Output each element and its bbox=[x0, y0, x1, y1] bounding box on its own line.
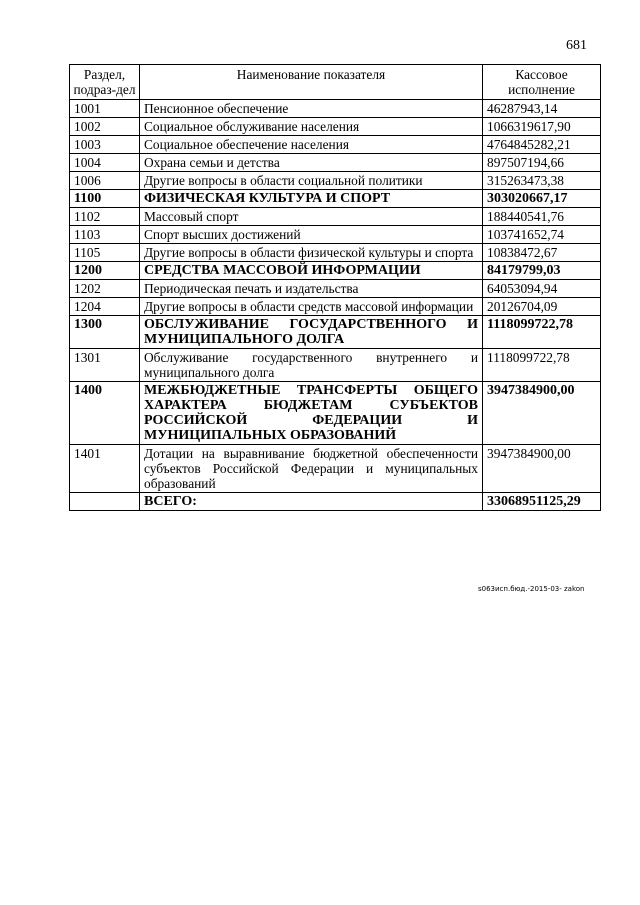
row-amount: 897507194,66 bbox=[483, 154, 601, 172]
row-amount: 20126704,09 bbox=[483, 298, 601, 316]
row-name: Массовый спорт bbox=[140, 208, 483, 226]
row-name: Другие вопросы в области средств массовой информации bbox=[140, 298, 483, 316]
table-row bbox=[70, 382, 601, 445]
row-amount: 64053094,94 bbox=[483, 280, 601, 298]
row-amount: 1066319617,90 bbox=[483, 118, 601, 136]
page-number: 681 bbox=[566, 38, 587, 53]
row-code: 1006 bbox=[70, 172, 140, 190]
row-amount: 3947384900,00 bbox=[483, 445, 601, 493]
row-code: 1100 bbox=[70, 190, 140, 208]
row-code: 1105 bbox=[70, 244, 140, 262]
budget-execution-table bbox=[69, 64, 601, 511]
table-row bbox=[70, 445, 601, 493]
table-row bbox=[70, 316, 601, 349]
table-row bbox=[70, 208, 601, 226]
row-name: Социальное обслуживание населения bbox=[140, 118, 483, 136]
row-code: 1004 bbox=[70, 154, 140, 172]
table-body bbox=[70, 100, 601, 511]
row-name: ФИЗИЧЕСКАЯ КУЛЬТУРА И СПОРТ bbox=[140, 190, 483, 208]
header-name: Наименование показателя bbox=[140, 65, 483, 100]
row-name: Охрана семьи и детства bbox=[140, 154, 483, 172]
row-amount: 1118099722,78 bbox=[483, 349, 601, 382]
row-amount: 1118099722,78 bbox=[483, 316, 601, 349]
row-amount: 303020667,17 bbox=[483, 190, 601, 208]
row-code: 1102 bbox=[70, 208, 140, 226]
row-name: Социальное обеспечение населения bbox=[140, 136, 483, 154]
table-row bbox=[70, 100, 601, 118]
table-row bbox=[70, 226, 601, 244]
row-code: 1300 bbox=[70, 316, 140, 349]
row-name: МЕЖБЮДЖЕТНЫЕ ТРАНСФЕРТЫ ОБЩЕГО ХАРАКТЕРА БЮДЖЕТАМ СУБЪЕКТОВ РОССИЙСКОЙ ФЕДЕРАЦИИ И МУНИЦИПАЛЬНЫХ ОБРАЗОВАНИЙ bbox=[140, 382, 483, 445]
row-code: 1301 bbox=[70, 349, 140, 382]
row-amount: 10838472,67 bbox=[483, 244, 601, 262]
row-amount: 33068951125,29 bbox=[483, 493, 601, 511]
row-code: 1002 bbox=[70, 118, 140, 136]
table-row bbox=[70, 190, 601, 208]
table-row bbox=[70, 136, 601, 154]
row-name: Другие вопросы в области физической культуры и спорта bbox=[140, 244, 483, 262]
row-name: СРЕДСТВА МАССОВОЙ ИНФОРМАЦИИ bbox=[140, 262, 483, 280]
row-amount: 315263473,38 bbox=[483, 172, 601, 190]
footer-note: s063исп.бюд.-2015-03- zakon bbox=[478, 585, 585, 593]
row-code: 1202 bbox=[70, 280, 140, 298]
row-name: ОБСЛУЖИВАНИЕ ГОСУДАРСТВЕННОГО И МУНИЦИПАЛЬНОГО ДОЛГА bbox=[140, 316, 483, 349]
row-name: Дотации на выравнивание бюджетной обеспеченности субъектов Российской Федерации и муниципальных образований bbox=[140, 445, 483, 493]
row-amount: 46287943,14 bbox=[483, 100, 601, 118]
row-code: 1001 bbox=[70, 100, 140, 118]
table-row bbox=[70, 349, 601, 382]
row-code: 1401 bbox=[70, 445, 140, 493]
header-code: Раздел, подраз-дел bbox=[70, 65, 140, 100]
row-amount: 3947384900,00 bbox=[483, 382, 601, 445]
table-row bbox=[70, 172, 601, 190]
table-row bbox=[70, 118, 601, 136]
header-amount: Кассовое исполнение bbox=[483, 65, 601, 100]
row-name: Другие вопросы в области социальной политики bbox=[140, 172, 483, 190]
row-name: Обслуживание государственного внутреннего и муниципального долга bbox=[140, 349, 483, 382]
row-code bbox=[70, 493, 140, 511]
row-code: 1003 bbox=[70, 136, 140, 154]
row-code: 1400 bbox=[70, 382, 140, 445]
row-code: 1103 bbox=[70, 226, 140, 244]
table-row bbox=[70, 262, 601, 280]
row-name: Периодическая печать и издательства bbox=[140, 280, 483, 298]
row-code: 1204 bbox=[70, 298, 140, 316]
table-row bbox=[70, 298, 601, 316]
row-code: 1200 bbox=[70, 262, 140, 280]
row-amount: 4764845282,21 bbox=[483, 136, 601, 154]
row-name: ВСЕГО: bbox=[140, 493, 483, 511]
row-amount: 103741652,74 bbox=[483, 226, 601, 244]
row-name: Спорт высших достижений bbox=[140, 226, 483, 244]
row-name: Пенсионное обеспечение bbox=[140, 100, 483, 118]
table-row bbox=[70, 280, 601, 298]
table-header-row bbox=[70, 65, 601, 100]
table-row bbox=[70, 244, 601, 262]
row-amount: 188440541,76 bbox=[483, 208, 601, 226]
table-row bbox=[70, 154, 601, 172]
row-amount: 84179799,03 bbox=[483, 262, 601, 280]
table-row bbox=[70, 493, 601, 511]
